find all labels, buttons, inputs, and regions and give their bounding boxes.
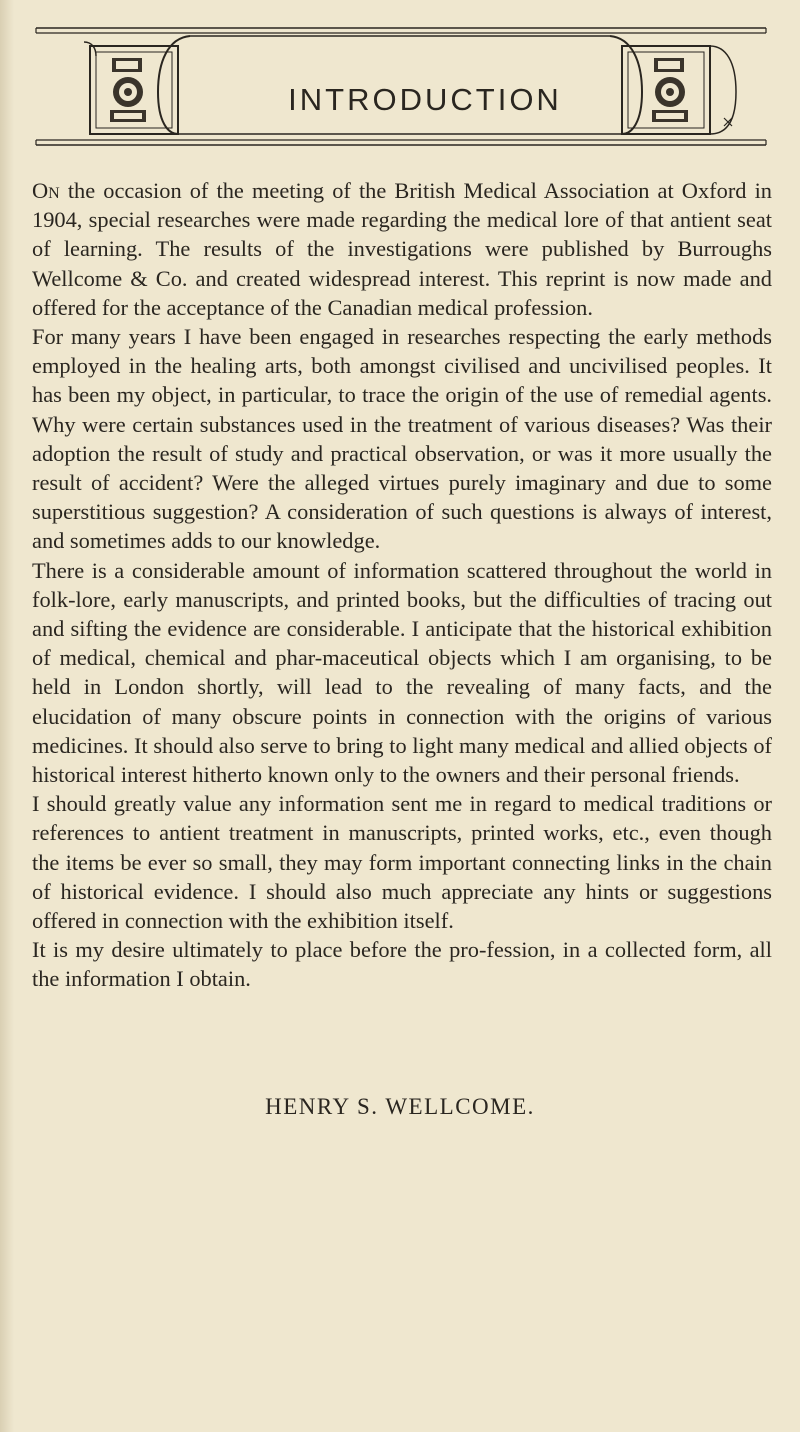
paragraph-text: I should greatly value any information sent me in regard to medical traditions or references to antient treatment in manuscripts, printed works, etc., even though the items be ever so small, they may form important connecting links in the chain of historical evidence. I should also much appreciate any hints or suggestions offered in connection with the exhibition itself. bbox=[32, 791, 772, 934]
paragraph-text: the occasion of the meeting of the British Medical Association at Oxford in 1904, special researches were made regarding the medical lore of that antient seat of learning. The results of the investigations were published by Burroughs Wellcome & Co. and created widespread interest. This reprint is now made and offered for the acceptance of the Canadian medical profession. bbox=[32, 178, 772, 320]
chapter-header-banner bbox=[30, 22, 772, 150]
paragraph-text: There is a considerable amount of information scattered throughout the world in folk-lore, early manuscripts, and printed books, but the difficulties of tracing out and sifting the evidence are considerable. I anticipate that the historical exhibition of medical, chemical and phar-maceutical objects which I am organising, to be held in London shortly, will lead to the revealing of many facts, and the elucidation of many obscure points in connection with the origins of various medicines. It should also serve to bring to light many medical and allied objects of historical interest hitherto known only to the owners and their personal friends. bbox=[32, 557, 772, 788]
paragraph-text: For many years I have been engaged in researches respecting the early methods employed in the healing arts, both amongst civilised and uncivilised peoples. It has been my object, in particular, to trace the origin of the use of remedial agents. Why were certain substances used in the treatment of various diseases? Was their adoption the result of study and practical observation, or was it more usually the result of accident? Were the alleged virtues purely imaginary and due to some superstitious suggestion? A consideration of such questions is always of interest, and sometimes adds to our knowledge. bbox=[32, 324, 772, 554]
paragraph bbox=[32, 789, 772, 935]
chapter-title: INTRODUCTION bbox=[288, 82, 562, 117]
paragraph-text: It is my desire ultimately to place before the pro-fession, in a collected form, all the information I obtain. bbox=[32, 937, 772, 992]
paragraph-lead-word: On bbox=[32, 178, 60, 203]
paragraph bbox=[32, 935, 772, 993]
page-edge-shadow bbox=[0, 0, 14, 1432]
paragraph bbox=[32, 322, 772, 556]
paragraph bbox=[32, 176, 772, 322]
left-scroll-ornament bbox=[84, 36, 190, 134]
signature: HENRY S. WELLCOME. bbox=[265, 1094, 535, 1119]
paragraph bbox=[32, 556, 772, 790]
body-text bbox=[32, 176, 772, 994]
